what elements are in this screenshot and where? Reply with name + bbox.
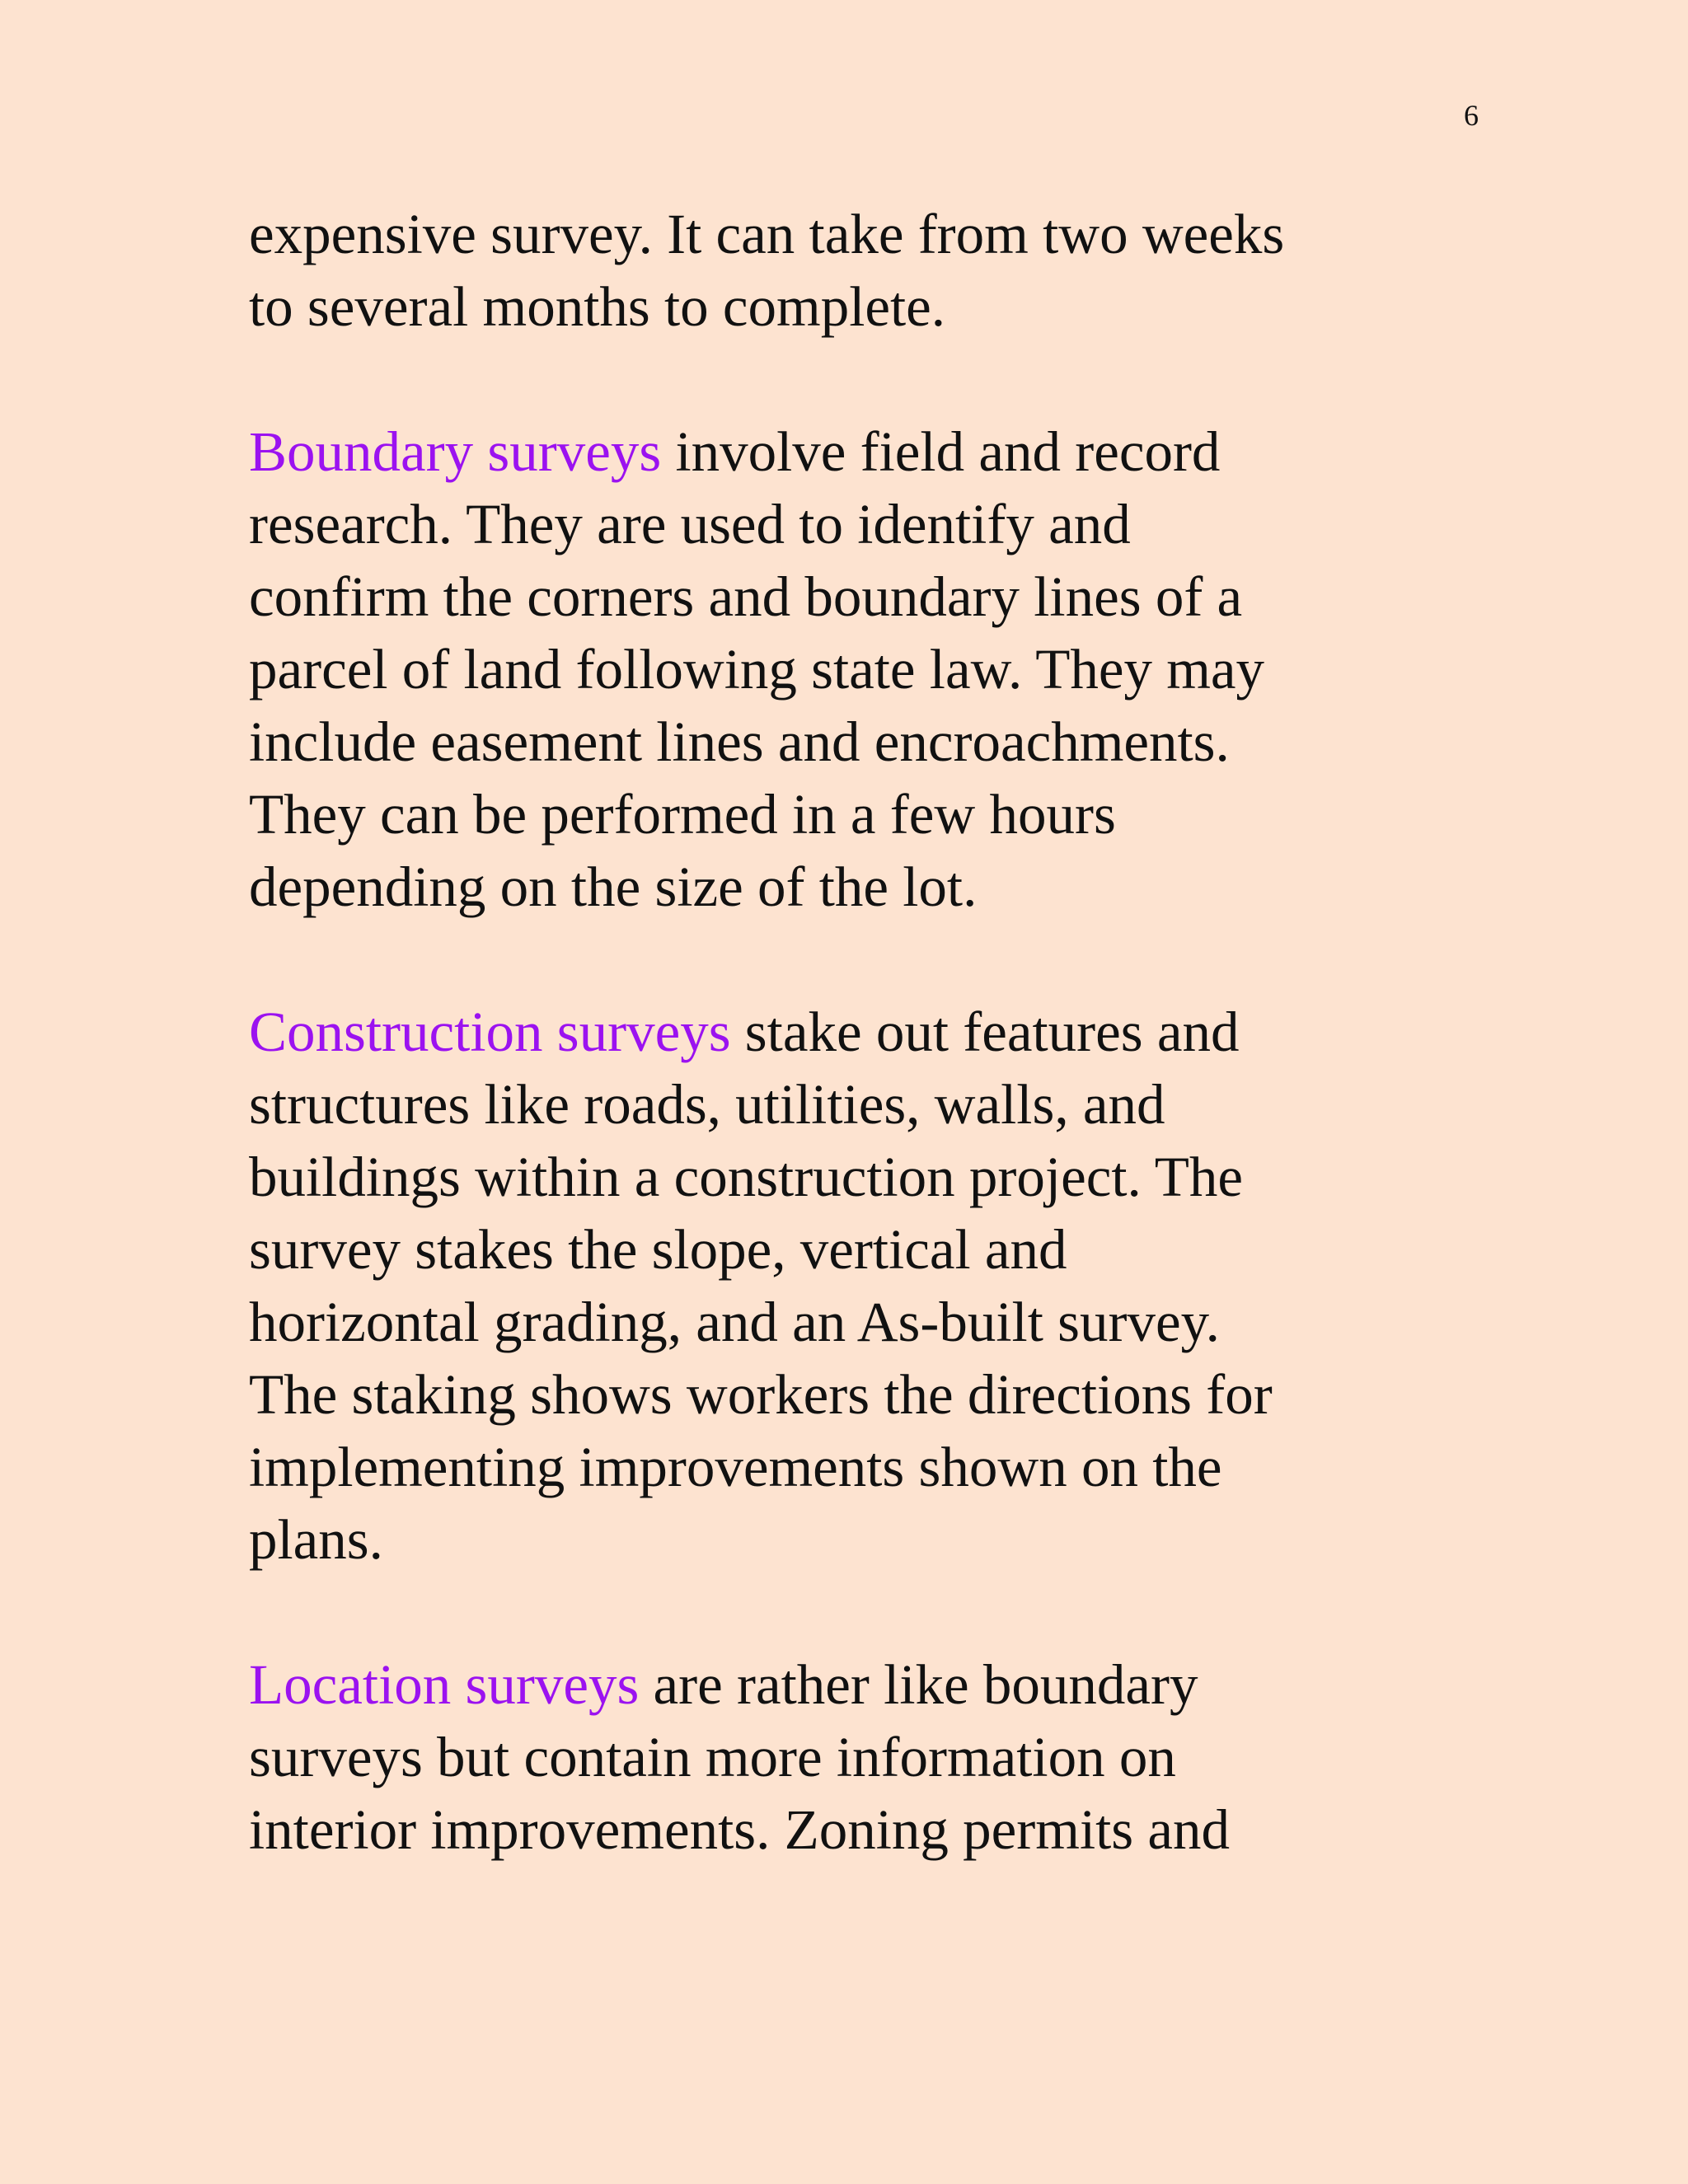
text-line: depending on the size of the lot.: [249, 855, 978, 918]
text-line: [249, 996, 1436, 1068]
term-boundary-surveys: Boundary surveys: [249, 420, 662, 483]
text-line: research. They are used to identify and: [249, 493, 1131, 555]
text-line: include easement lines and encroachments.: [249, 710, 1230, 773]
text-line: horizontal grading, and an As-built survey.: [249, 1291, 1220, 1353]
page-number: 6: [1464, 99, 1479, 132]
text-line: plans.: [249, 1508, 383, 1571]
paragraph-survey-duration: [249, 198, 1436, 343]
text-line: interior improvements. Zoning permits and: [249, 1798, 1231, 1861]
paragraph-construction-surveys: [249, 996, 1436, 1576]
paragraph-boundary-surveys: [249, 415, 1436, 923]
text-line: to several months to complete.: [249, 275, 946, 338]
text-line: confirm the corners and boundary lines of a: [249, 565, 1243, 628]
term-construction-surveys: Construction surveys: [249, 1001, 731, 1063]
text-line: They can be performed in a few hours: [249, 783, 1116, 846]
text-line: survey stakes the slope, vertical and: [249, 1218, 1067, 1281]
text-line: [249, 1648, 1436, 1721]
text-line: implementing improvements shown on the: [249, 1436, 1222, 1498]
term-location-surveys: Location surveys: [249, 1653, 640, 1716]
document-body: [249, 198, 1436, 1866]
text-line: structures like roads, utilities, walls, and: [249, 1073, 1165, 1136]
text-fragment: involve field and record: [661, 420, 1221, 483]
text-line: buildings within a construction project. The: [249, 1146, 1244, 1208]
text-line: parcel of land following state law. They may: [249, 638, 1265, 701]
text-line: expensive survey. It can take from two weeks: [249, 203, 1285, 265]
text-line: surveys but contain more information on: [249, 1726, 1176, 1788]
text-fragment: are rather like boundary: [639, 1653, 1198, 1716]
text-line: The staking shows workers the directions for: [249, 1363, 1273, 1426]
text-line: [249, 415, 1436, 488]
text-fragment: stake out features and: [730, 1001, 1240, 1063]
paragraph-location-surveys: [249, 1648, 1436, 1866]
